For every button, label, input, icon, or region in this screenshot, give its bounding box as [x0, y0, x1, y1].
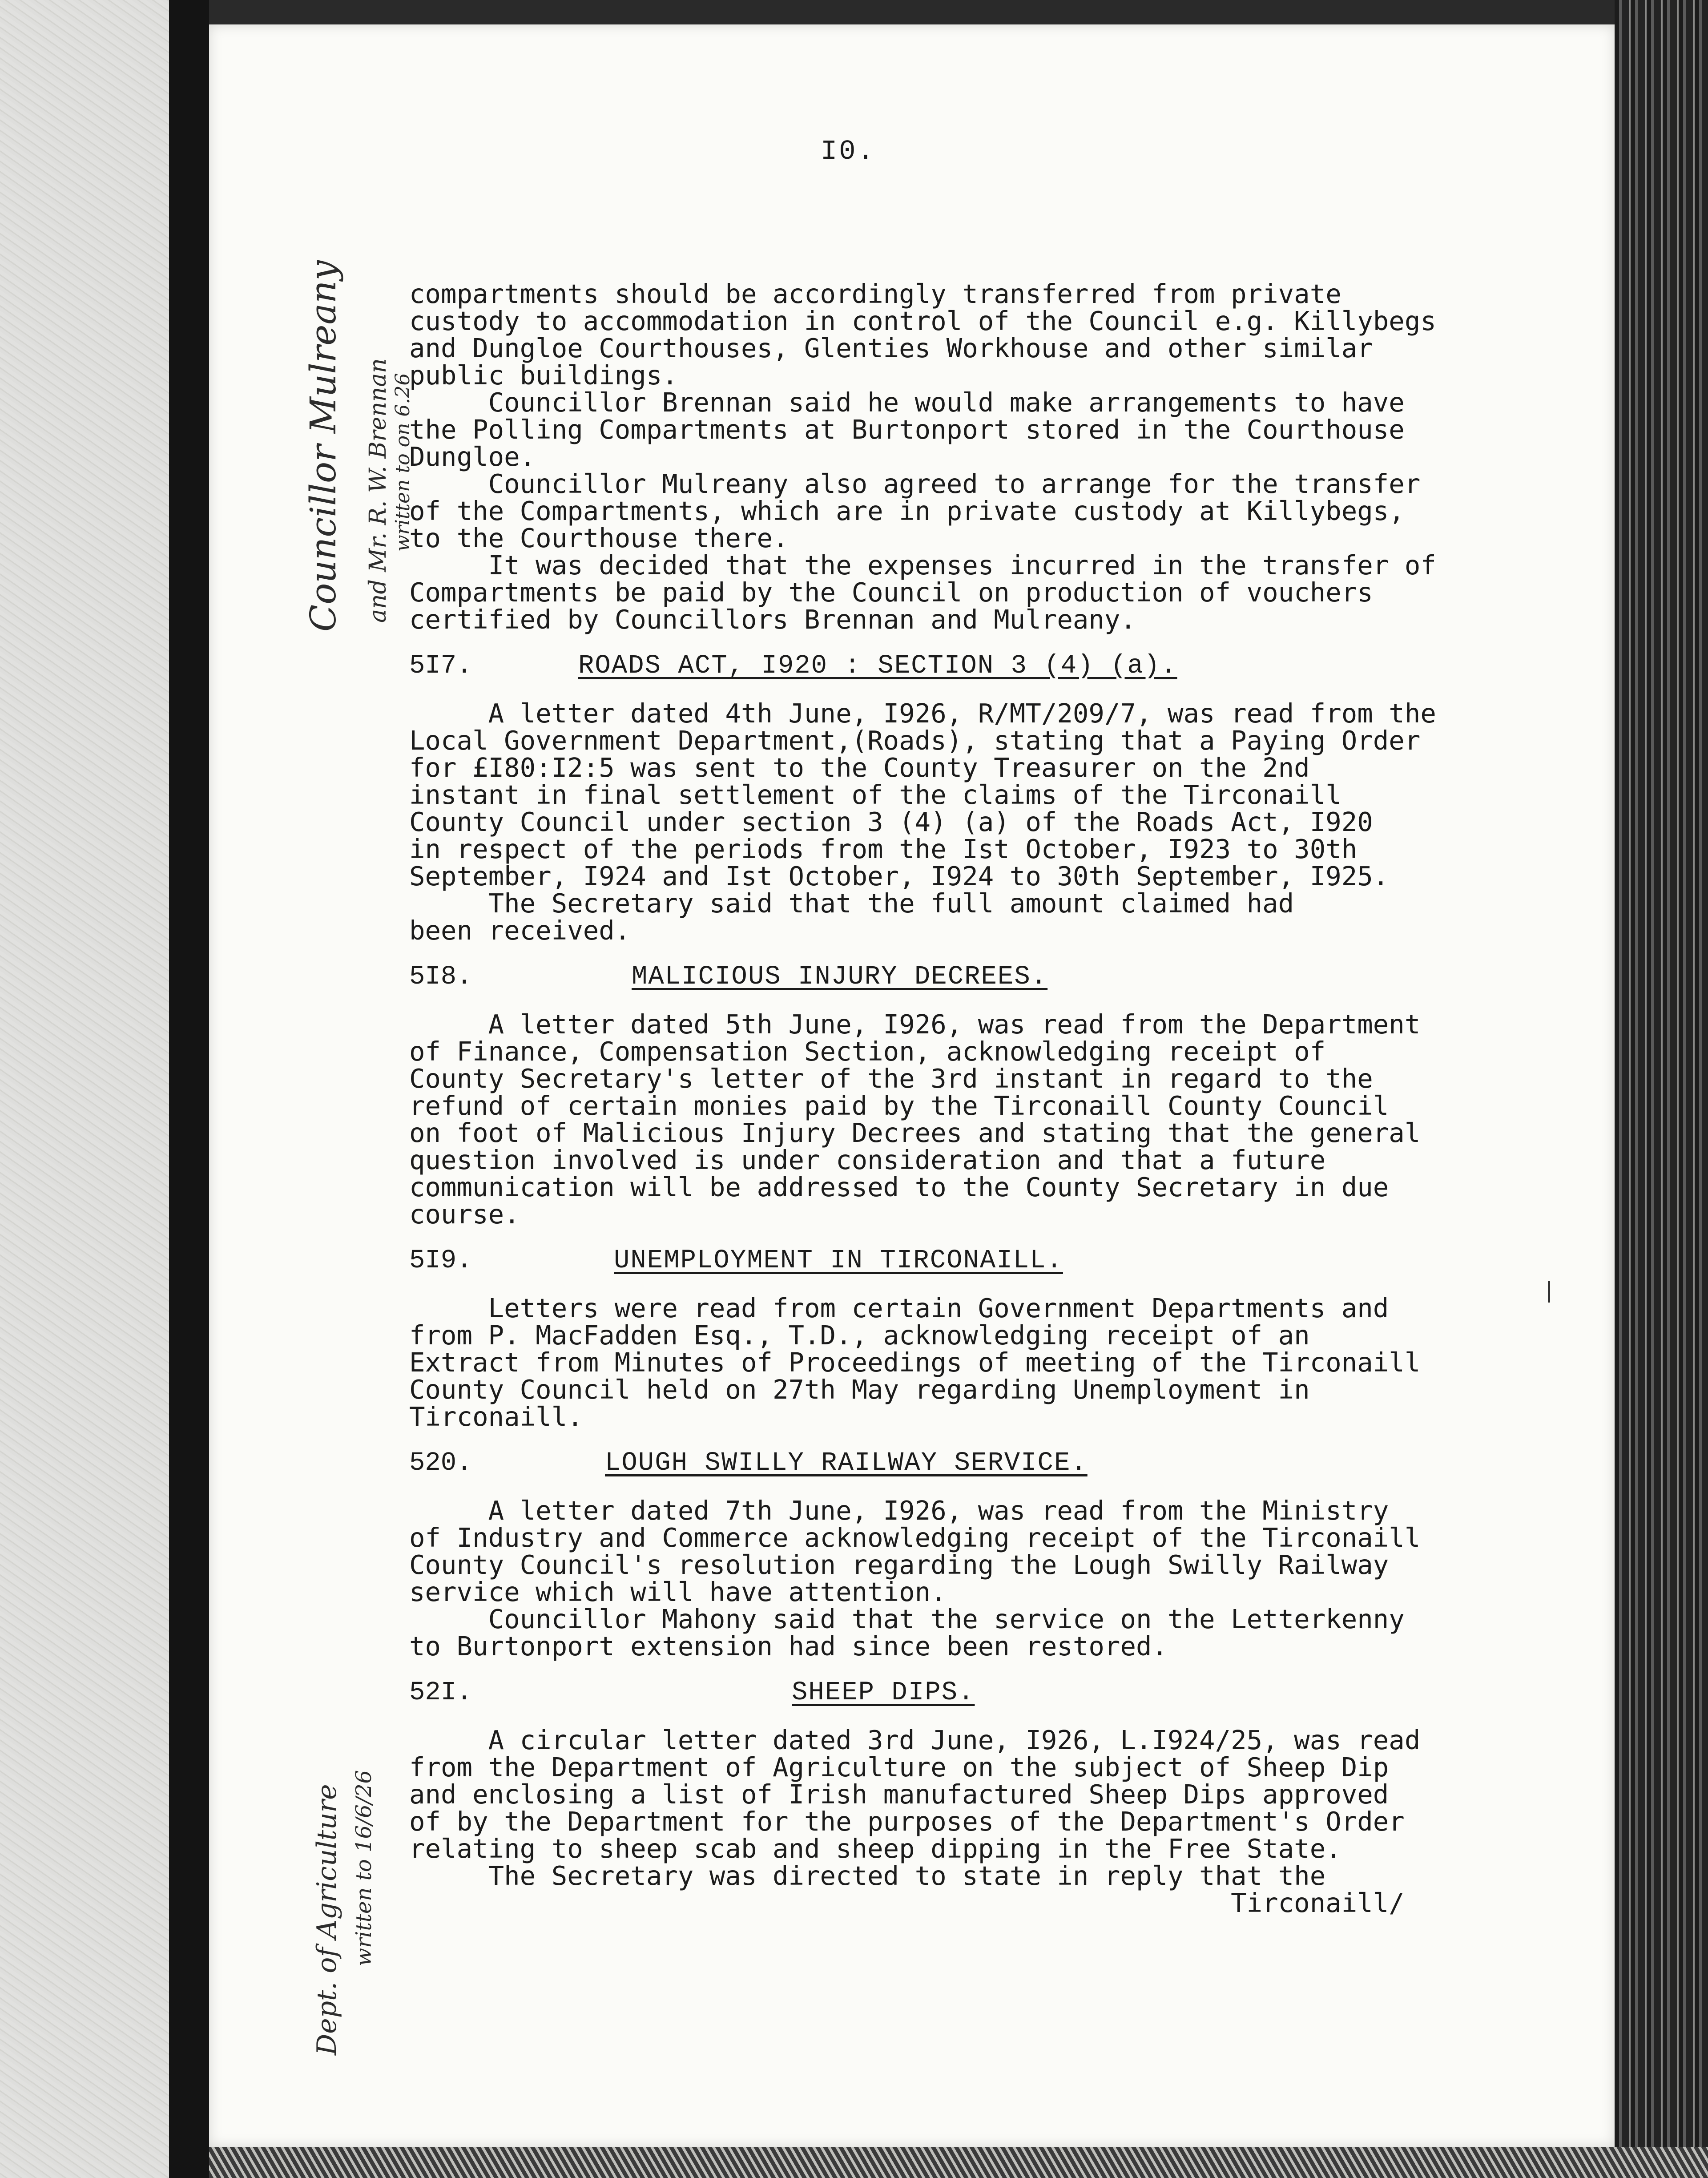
- section-body: [409, 1726, 1468, 1916]
- margin-note-agriculture-date: [351, 1770, 376, 1966]
- section-line: Extract from Minutes of Proceedings of meeting of the Tirconaill: [409, 1347, 1421, 1378]
- margin-note-line: Dept. of Agriculture: [311, 1784, 342, 2055]
- section-line: course.: [409, 1199, 520, 1230]
- section-line: A letter dated 5th June, I926, was read from the Department: [409, 1009, 1421, 1040]
- opening-line: certified by Councillors Brennan and Mulreany.: [409, 604, 1136, 635]
- section-line: September, I924 and Ist October, I924 to 30th September, I925.: [409, 861, 1389, 891]
- section-line: County Council's resolution regarding the Lough Swilly Railway: [409, 1549, 1389, 1580]
- section-line: County Secretary's letter of the 3rd instant in regard to the: [409, 1063, 1373, 1094]
- section-line: Letters were read from certain Government Departments and: [409, 1293, 1389, 1323]
- section-line: Local Government Department,(Roads), stating that a Paying Order: [409, 725, 1421, 756]
- section-body: [409, 700, 1468, 944]
- section-line: been received.: [409, 915, 631, 946]
- section-line: Tirconaill/: [409, 1888, 1405, 1918]
- opening-line: It was decided that the expenses incurred in the transfer of: [409, 550, 1436, 581]
- stray-pen-mark: [1548, 1281, 1550, 1303]
- opening-line: Compartments be paid by the Council on production of vouchers: [409, 577, 1373, 608]
- scan-right-binding: [1615, 0, 1708, 2178]
- section-line: service which will have attention.: [409, 1577, 947, 1607]
- scan-left-margin: [0, 0, 169, 2178]
- section-heading: [409, 1448, 1468, 1479]
- section-line: Tirconaill.: [409, 1401, 583, 1432]
- section-heading: [409, 962, 1468, 993]
- section-number: 5I9.: [409, 1246, 472, 1275]
- opening-line: to the Courthouse there.: [409, 523, 789, 553]
- section-line: on foot of Malicious Injury Decrees and stating that the general: [409, 1117, 1421, 1148]
- opening-line: the Polling Compartments at Burtonport stored in the Courthouse: [409, 414, 1405, 445]
- section-title: SHEEP DIPS.: [792, 1678, 975, 1707]
- opening-paragraph: [409, 280, 1468, 633]
- opening-line: compartments should be accordingly transferred from private: [409, 278, 1341, 309]
- section-body: [409, 1497, 1468, 1660]
- scan-top-edge: [209, 0, 1708, 24]
- margin-note-councillors: [302, 260, 344, 632]
- section-line: of by the Department for the purposes of the Department's Order: [409, 1806, 1405, 1837]
- section-line: of Finance, Compensation Section, acknowledging receipt of: [409, 1036, 1326, 1067]
- section-title: UNEMPLOYMENT IN TIRCONAILL.: [614, 1246, 1063, 1275]
- margin-note-line: and Mr. R. W. Brennan: [365, 358, 391, 623]
- section-line: for £I80:I2:5 was sent to the County Treasurer on the 2nd: [409, 752, 1310, 783]
- section-body: [409, 1011, 1468, 1228]
- section-line: Councillor Mahony said that the service on the Letterkenny: [409, 1604, 1405, 1634]
- section-number: 5I7.: [409, 651, 472, 681]
- opening-line: Dungloe.: [409, 441, 536, 472]
- scan-binding-shadow: [169, 0, 209, 2178]
- margin-note-line: written to 16/6/26: [351, 1770, 376, 1966]
- section-line: A circular letter dated 3rd June, I926, L.I924/25, was read: [409, 1725, 1421, 1755]
- opening-line: and Dungloe Courthouses, Glenties Workhouse and other similar: [409, 333, 1373, 363]
- section-heading: [409, 1678, 1468, 1709]
- section-line: relating to sheep scab and sheep dipping in the Free State.: [409, 1833, 1341, 1864]
- section-body: [409, 1295, 1468, 1430]
- scan-bottom-edge: [209, 2147, 1708, 2178]
- section-line: from the Department of Agriculture on the subject of Sheep Dip: [409, 1752, 1389, 1783]
- section-line: to Burtonport extension had since been restored.: [409, 1631, 1168, 1662]
- section-line: in respect of the periods from the Ist October, I923 to 30th: [409, 834, 1358, 864]
- section-line: instant in final settlement of the claims of the Tirconaill: [409, 779, 1341, 810]
- section-number: 520.: [409, 1448, 472, 1478]
- section-heading: [409, 651, 1468, 682]
- section-number: 5I8.: [409, 962, 472, 992]
- opening-line: of the Compartments, which are in private custody at Killybegs,: [409, 496, 1405, 526]
- section-line: County Council under section 3 (4) (a) of the Roads Act, I920: [409, 807, 1373, 837]
- section-line: County Council held on 27th May regarding Unemployment in: [409, 1374, 1310, 1405]
- section-line: A letter dated 4th June, I926, R/MT/209/7, was read from the: [409, 698, 1436, 729]
- minutes-body: [409, 280, 1468, 1916]
- opening-line: public buildings.: [409, 360, 678, 391]
- section-line: and enclosing a list of Irish manufactured Sheep Dips approved: [409, 1779, 1389, 1810]
- section-line: The Secretary said that the full amount claimed had: [409, 888, 1294, 919]
- page-number: I0.: [821, 136, 876, 167]
- margin-note-agriculture: [311, 1784, 342, 2055]
- section-line: from P. MacFadden Esq., T.D., acknowledging receipt of an: [409, 1320, 1310, 1351]
- margin-note-line: written to on 6.26: [391, 373, 414, 552]
- section-title: MALICIOUS INJURY DECREES.: [632, 962, 1048, 992]
- opening-line: custody to accommodation in control of the Council e.g. Killybegs: [409, 306, 1436, 336]
- opening-line: Councillor Brennan said he would make arrangements to have: [409, 387, 1405, 418]
- section-title: ROADS ACT, I920 : SECTION 3 (4) (a).: [578, 651, 1177, 681]
- section-number: 52I.: [409, 1678, 472, 1707]
- section-line: refund of certain monies paid by the Tirconaill County Council: [409, 1090, 1389, 1121]
- minute-sections: [409, 651, 1468, 1916]
- section-line: of Industry and Commerce acknowledging receipt of the Tirconaill: [409, 1522, 1421, 1553]
- section-line: The Secretary was directed to state in reply that the: [409, 1860, 1326, 1891]
- section-line: question involved is under consideration and that a future: [409, 1145, 1326, 1175]
- section-title: LOUGH SWILLY RAILWAY SERVICE.: [605, 1448, 1088, 1478]
- section-line: communication will be addressed to the County Secretary in due: [409, 1172, 1389, 1202]
- margin-note-line: Councillor Mulreany: [302, 260, 344, 632]
- margin-note-brennan: [365, 358, 391, 623]
- opening-line: Councillor Mulreany also agreed to arrange for the transfer: [409, 468, 1421, 499]
- section-line: A letter dated 7th June, I926, was read from the Ministry: [409, 1495, 1389, 1526]
- section-heading: [409, 1246, 1468, 1277]
